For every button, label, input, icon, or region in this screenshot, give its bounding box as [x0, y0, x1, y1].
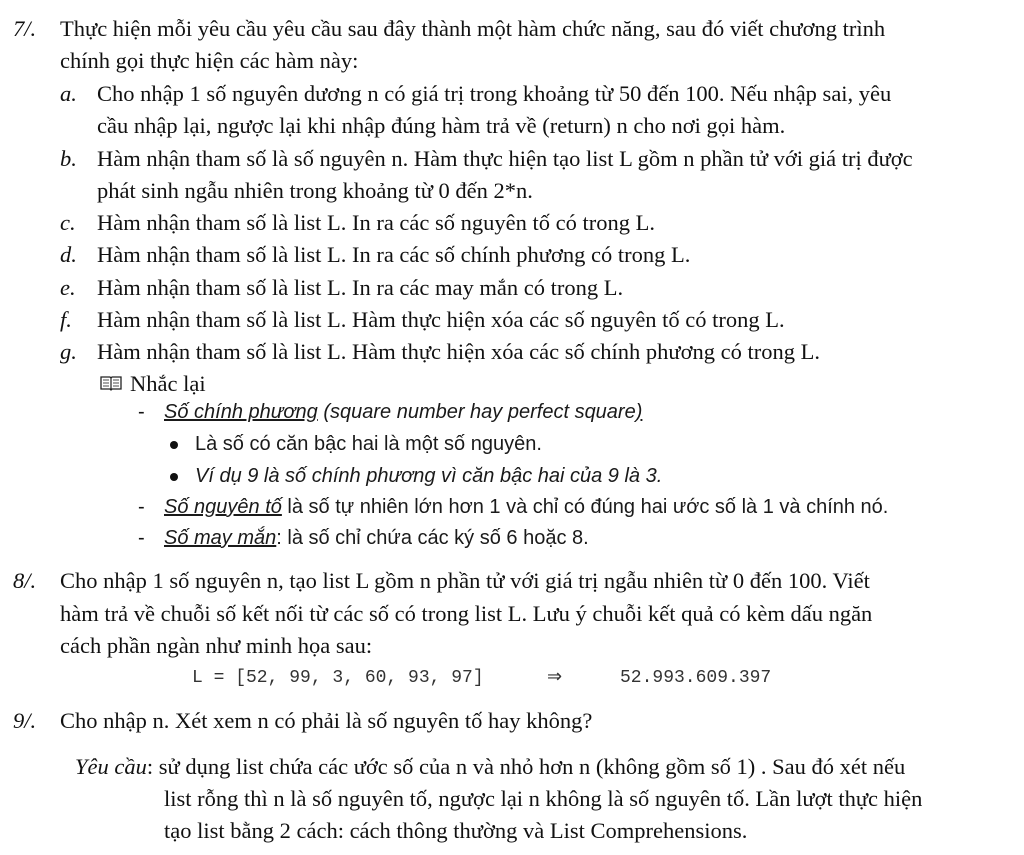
q9-requirement-line: list rỗng thì n là số nguyên tố, ngược lại n không là số nguyên tố. Lần lượt thực hiện — [164, 786, 923, 811]
prime-text: là số tự nhiên lớn hơn 1 và chỉ có đúng hai ước số là 1 và chính nó. — [281, 496, 889, 518]
q8-text-line: Cho nhập 1 số nguyên n, tạo list L gồm n phần tử với giá trị ngẫu nhiên từ 0 đến 100. Viết — [60, 568, 870, 593]
q7-item-text: Cho nhập 1 số nguyên dương n có giá trị trong khoảng từ 50 đến 100. Nếu nhập sai, yêu — [97, 81, 892, 106]
q7-item-text: Hàm nhận tham số là list L. In ra các số chính phương có trong L. — [97, 242, 691, 267]
q7-item-text: Hàm nhận tham số là list L. In ra các may mắn có trong L. — [97, 275, 624, 300]
q7-item-text: Hàm nhận tham số là list L. In ra các số nguyên tố có trong L. — [97, 210, 655, 235]
q7-item-text: Hàm nhận tham số là list L. Hàm thực hiện xóa các số chính phương có trong L. — [97, 339, 820, 364]
dash-bullet: - — [138, 401, 145, 423]
open-book-icon — [100, 375, 122, 391]
bullet-dot — [170, 441, 178, 449]
example-result-code: 52.993.609.397 — [620, 668, 772, 688]
q7-item-label: a. — [60, 81, 77, 106]
q8-text-line: hàm trả về chuỗi số kết nối từ các số có trong list L. Lưu ý chuỗi kết quả có kèm dấu ngăn — [60, 601, 873, 626]
square-number-paren-close: ) — [635, 401, 643, 423]
reminder-title: Nhắc lại — [130, 371, 206, 396]
q9-requirement-line: tạo list bằng 2 cách: cách thông thường và List Comprehensions. — [164, 818, 748, 843]
requirement-label: Yêu cầu — [75, 754, 147, 779]
q7-item-label: d. — [60, 242, 77, 267]
q7-item-text: Hàm nhận tham số là số nguyên n. Hàm thực hiện tạo list L gồm n phần tử với giá trị được — [97, 146, 913, 171]
q7-item-text: phát sinh ngẫu nhiên trong khoảng từ 0 đến 2*n. — [97, 178, 533, 203]
bullet-dot — [170, 473, 178, 481]
q8-number: 8/. — [13, 568, 37, 593]
q7-item-label: g. — [60, 339, 77, 364]
prime-term: Số nguyên tố — [164, 496, 282, 518]
square-bullet-text: Là số có căn bậc hai là một số nguyên. — [195, 433, 542, 455]
implies-arrow-icon: ⇒ — [547, 666, 563, 687]
q8-text-line: cách phần ngàn như minh họa sau: — [60, 633, 373, 658]
q7-number: 7/. — [13, 16, 37, 41]
q7-text-line1: Thực hiện mỗi yêu cầu yêu cầu sau đây thành một hàm chức năng, sau đó viết chương trình — [60, 16, 886, 41]
requirement-text: : sử dụng list chứa các ước số của n và nhỏ hơn n (không gồm số 1) . Sau đó xét nếu — [146, 754, 906, 779]
q9-requirement-line1 — [75, 754, 905, 780]
dash-bullet: - — [138, 496, 145, 518]
q7-item-label: e. — [60, 275, 76, 300]
q7-item-text: cầu nhập lại, ngược lại khi nhập đúng hàm trả về (return) n cho nơi gọi hàm. — [97, 113, 786, 138]
square-number-term: Số chính phương — [164, 401, 318, 423]
dash-bullet: - — [138, 527, 145, 549]
q7-item-label: f. — [60, 307, 72, 332]
q7-item-label: b. — [60, 146, 77, 171]
square-number-paren: (square number hay perfect square — [317, 401, 636, 423]
q7-item-label: c. — [60, 210, 76, 235]
example-list-code: L = [52, 99, 3, 60, 93, 97] — [192, 668, 484, 688]
lucky-term: Số may mắn — [164, 527, 277, 549]
square-number-definition-heading — [164, 401, 642, 424]
q9-number: 9/. — [13, 708, 37, 733]
prime-definition — [164, 496, 888, 519]
lucky-text: : là số chỉ chứa các ký số 6 hoặc 8. — [276, 527, 589, 549]
square-bullet-text: Ví dụ 9 là số chính phương vì căn bậc hai của 9 là 3. — [195, 465, 663, 487]
lucky-definition — [164, 527, 589, 550]
q9-text-line1: Cho nhập n. Xét xem n có phải là số nguyên tố hay không? — [60, 708, 593, 733]
q7-item-text: Hàm nhận tham số là list L. Hàm thực hiện xóa các số nguyên tố có trong L. — [97, 307, 785, 332]
q7-text-line2: chính gọi thực hiện các hàm này: — [60, 48, 359, 73]
